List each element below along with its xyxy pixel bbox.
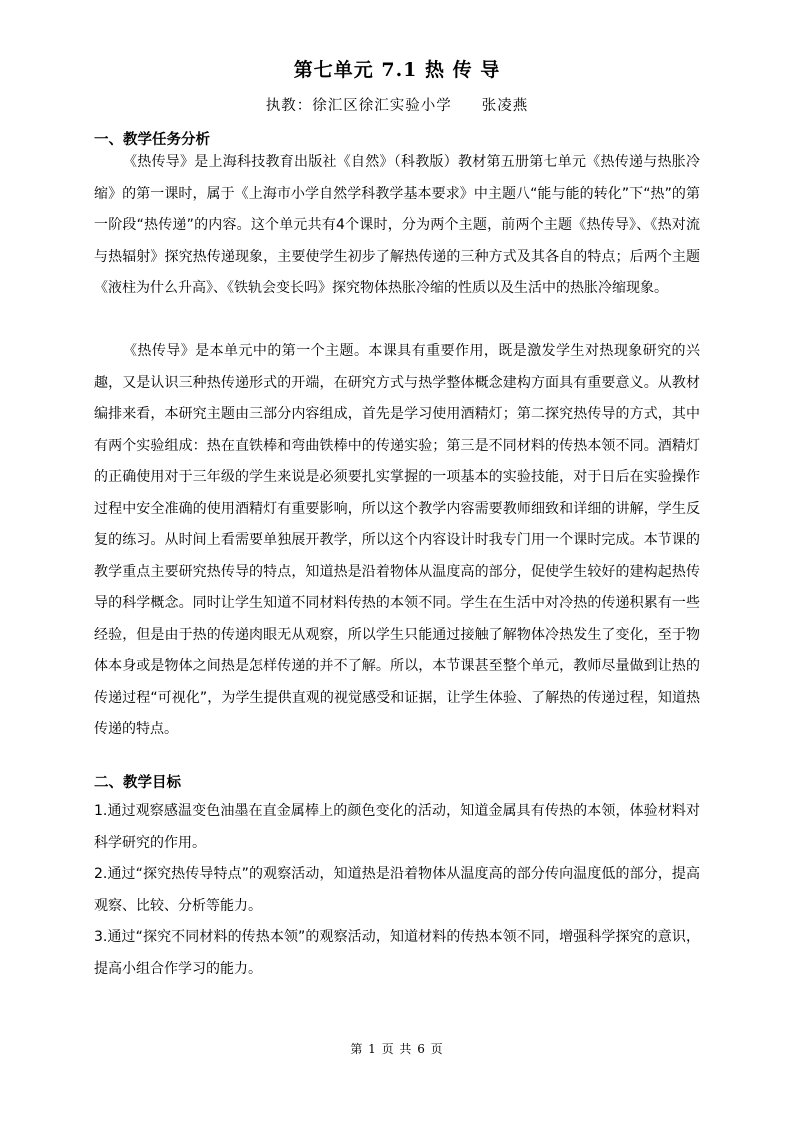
- section-heading-teaching-goals: 二、教学目标: [94, 775, 181, 791]
- paragraph-task-analysis-2: 《热传导》是本单元中的第一个主题。本课具有重要作用，既是激发学生对热现象研究的兴趣，又是认识三种热传递形式的开端，在研究方式与热学整体概念建构方面具有重要意义。从教材编排来看，本研究主题由三部分内容组成，首先是学习使用酒精灯；第二探究热传导的方式，其中有两个实验组成：热在直铁棒和弯曲铁棒中的传递实验；第三是不同材料的传热本领不同。酒精灯的正确使用对于三年级的学生来说是必须要扎实掌握的一项基本的实验技能，对于日后在实验操作过程中安全准确的使用酒精灯有重要影响，所以这个教学内容需要教师细致和详细的讲解，学生反复的练习。从时间上看需要单独展开教学，所以这个内容设计时我专门用一个课时完成。本节课的教学重点主要研究热传导的特点，知道热是沿着物体从温度高的部分，促使学生较好的建构起热传导的科学概念。同时让学生知道不同材料传热的本领不同。学生在生活中对冷热的传递积累有一些经验，但是由于热的传递肉眼无从观察，所以学生只能通过接触了解物体冷热发生了变化，至于物体本身或是物体之间热是怎样传递的并不了解。所以，本节课甚至整个单元，教师尽量做到让热的传递过程“可视化”，为学生提供直观的视觉感受和证据，让学生体验、了解热的传递过程，知道热传递的特点。: [94, 343, 700, 737]
- page-indicator: 第 1 页 共 6 页: [350, 1042, 444, 1056]
- paragraph-goal-3: 3.通过“探究不同材料的传热本领”的观察活动，知道材料的传热本领不同，增强科学探究的意识，提高小组合作学习的能力。: [94, 929, 700, 977]
- section-heading-task-analysis: 一、教学任务分析: [94, 132, 210, 148]
- paragraph-task-analysis-1: 《热传导》是上海科技教育出版社《自然》（科教版）教材第五册第七单元《热传递与热胀冷缩》的第一课时，属于《上海市小学自然学科教学基本要求》中主题八“能与能的转化”下“热”的第一阶段“热传递”的内容。这个单元共有4个课时，分为两个主题，前两个主题《热传导》、《热对流与热辐射》探究热传递现象，主要使学生初步了解热传递的三种方式及其各自的特点；后两个主题《液柱为什么升高》、《铁轨会变长吗》探究物体热胀冷缩的性质以及生活中的热胀冷缩现象。: [94, 154, 700, 296]
- paragraph-goal-1: 1.通过观察感温变色油墨在直金属棒上的颜色变化的活动，知道金属具有传热的本领，体验材料对科学研究的作用。: [94, 803, 700, 851]
- author-label: 执教：徐汇区徐汇实验小学: [265, 98, 452, 114]
- document-title: 第七单元 7.1 热 传 导: [293, 59, 501, 81]
- author-line: [0, 94, 794, 115]
- author-name: 张凌燕: [481, 98, 529, 114]
- paragraph-goal-2: 2.通过“探究热传导特点”的观察活动，知道热是沿着物体从温度高的部分传向温度低的部分，提高观察、比较、分析等能力。: [94, 866, 700, 914]
